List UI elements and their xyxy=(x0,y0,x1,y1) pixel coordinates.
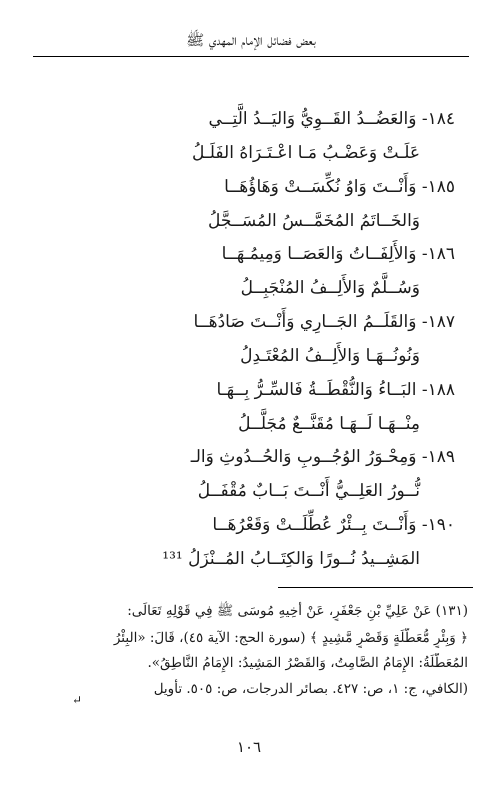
verse-186-second-hemistich: وَسُــلَّمٌ وَالأَلِــفُ المُنْجَبِــلُ xyxy=(240,278,420,298)
footnote-line: المُعَطَّلَةُ: الإِمَامُ الصَّامِتُ، وَالقَصْرُ المَشِيدُ: الإِمَامُ النَّاطِقُ». xyxy=(147,655,468,671)
footnote-line: (١٣١) عَنْ عَلِيِّ بْنِ جَعْفَرٍ، عَنْ أَخِيهِ مُوسَى ﷺ فِي قَوْلِهِ تَعَالَى: xyxy=(127,603,468,619)
verse-187-second-hemistich: وَنُونُــهَـا وَالأَلِــفُ المُعْتَـدِلُ xyxy=(240,346,420,366)
verse-184-second-hemistich: عَلَـتْ وَعَضْـبُ مَـا اعْـتَـرَاهُ الفَلَـلُ xyxy=(191,143,420,163)
footnote-rule xyxy=(278,587,473,588)
header-rule xyxy=(33,56,469,57)
verse-185-first-hemistich: ١٨٥- وَأَنْــتَ وَاوُ نُكِّسَــتْ وَهَاؤُهَــا xyxy=(224,177,455,197)
footnote-line: ﴿ وَبِئْرٍ مُّعَطَّلَةٍ وَقَصْرٍ مَّشِيدٍ ﴾ (سورة الحج: الآية ٤٥)، قَالَ: «البِئْرُ xyxy=(113,630,468,646)
verse-188-first-hemistich: ١٨٨- البَــاءُ وَالنُّقْطَــةُ فَالسِّـرُّ بِــهَـا xyxy=(216,380,455,400)
running-header: بعض فضائل الإمام المهدي ﷺ xyxy=(186,31,316,49)
page-number: ١٠٦ xyxy=(236,738,262,756)
continuation-arrow-icon: ↵ xyxy=(72,693,83,707)
verse-186-first-hemistich: ١٨٦- وَالأَلِفَــاتُ وَالعَصَــا وَمِيمُـهَــا xyxy=(221,244,455,264)
verse-187-first-hemistich: ١٨٧- وَالقَلَــمُ الجَــارِي وَأَنْــتَ صَادُهَــا xyxy=(193,312,455,332)
verse-189-first-hemistich: ١٨٩- وَمِحْـوَرُ الوُجُــوبِ وَالحُــدُوثِ وَالـ xyxy=(190,447,455,467)
verse-184-first-hemistich: ١٨٤- وَالعَضُــدُ القَــوِيُّ وَاليَــدُ الَّتِــي xyxy=(208,109,455,129)
verse-190-first-hemistich: ١٩٠- وَأَنْــتَ بِــئْرٌ عُطِّلَــتْ وَقَعْرُهَــا xyxy=(212,515,455,535)
verse-189-second-hemistich: نُّــورُ العَلِــيُّ أَنْــتَ بَــابٌ مُقْفَــلُ xyxy=(197,481,420,501)
verse-190-second-hemistich: المَشِــيدُ نُــورًا وَالكِتَــابُ المُــنْزَلُ ¹³¹ xyxy=(162,549,420,569)
verse-188-second-hemistich: مِنْــهَـا لَــهَـا مُقَنَّــعٌ مُجَلَّــلُ xyxy=(238,414,420,434)
verse-185-second-hemistich: وَالخَــاتَمُ المُخَمَّــسُ المُسَــجَّلُ xyxy=(208,211,420,231)
footnote-line: (الكافي، ج: ١، ص: ٤٢٧. بصائر الدرجات، ص: ٥٠٥. تأويل xyxy=(153,681,468,697)
